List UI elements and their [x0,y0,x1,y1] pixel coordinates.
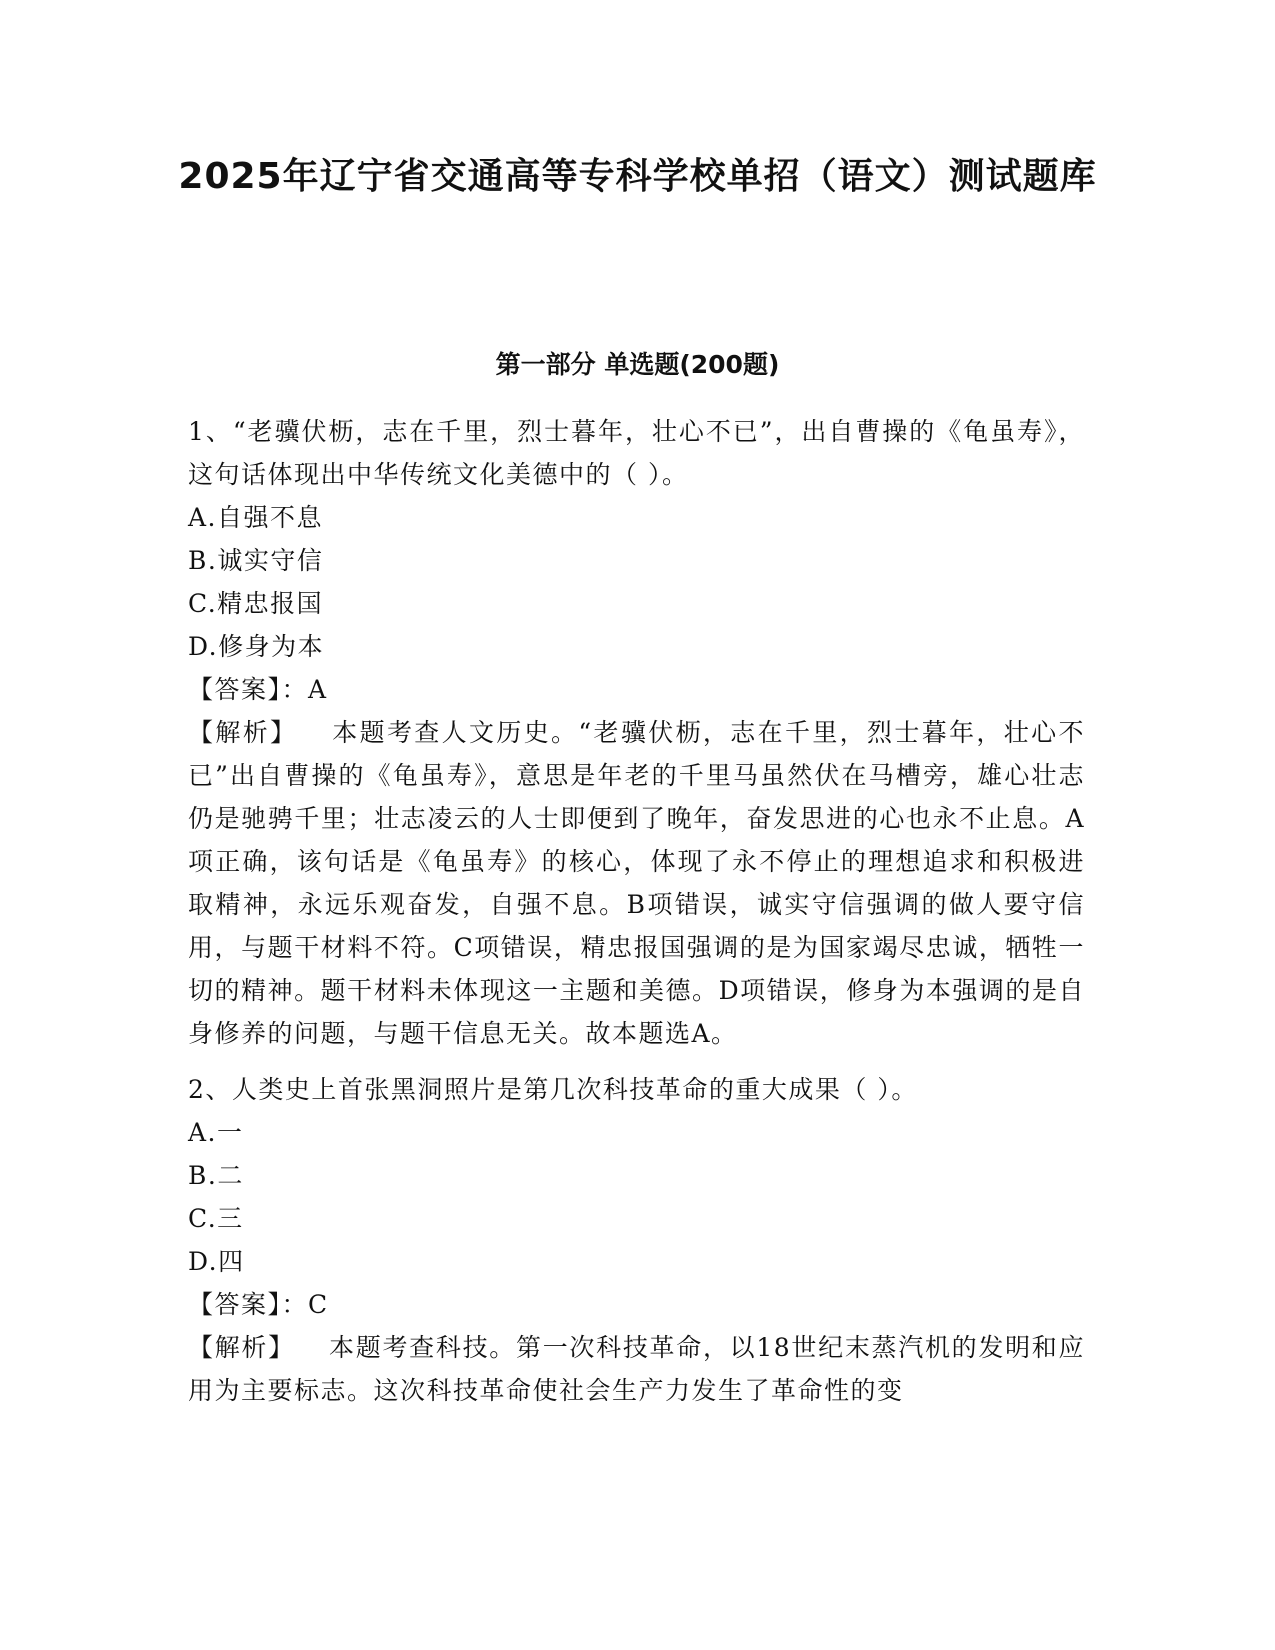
option-c: C.三 [188,1204,244,1233]
option-a: A.自强不息 [188,503,324,532]
question-stem: 1、“老骥伏枥，志在千里，烈士暮年，壮心不已”，出自曹操的《龟虽寿》，这句话体现出中华传统文化美德中的（ ）。 [188,417,1085,489]
question-2 [188,1068,1085,1412]
answer-label: 【答案】： [188,1290,309,1319]
question-1 [188,410,1085,1055]
analysis-text: 本题考查人文历史。“老骥伏枥，志在千里，烈士暮年，壮心不已”出自曹操的《龟虽寿》，意思是年老的千里马虽然伏在马槽旁，雄心壮志仍是驰骋千里；壮志凌云的人士即便到了晚年，奋发思进的心也永不止息。A项正确，该句话是《龟虽寿》的核心，体现了永不停止的理想追求和积极进取精神，永远乐观奋发，自强不息。B项错误，诚实守信强调的做人要守信用，与题干材料不符。C项错误，精忠报国强调的是为国家竭尽忠诚，牺牲一切的精神。题干材料未体现这一主题和美德。D项错误，修身为本强调的是自身修养的问题，与题干信息无关。故本题选A。 [188,718,1085,1048]
answer-line [188,1283,1085,1326]
analysis-label: 【解析】 [188,1333,295,1362]
option-d: D.四 [188,1247,245,1276]
answer-value: A [308,675,328,704]
analysis-paragraph [188,1326,1085,1412]
question-stem: 2、人类史上首张黑洞照片是第几次科技革命的重大成果（ ）。 [188,1075,918,1104]
answer-line [188,668,1085,711]
analysis-label: 【解析】 [188,718,298,747]
answer-value: C [308,1290,329,1319]
option-a: A.一 [188,1118,244,1147]
option-b: B.诚实守信 [188,546,324,575]
section-heading: 第一部分 单选题(200题) [495,350,780,379]
option-b: B.二 [188,1161,244,1190]
option-c: C.精忠报国 [188,589,324,618]
option-d: D.修身为本 [188,632,325,661]
question-list [188,410,1085,1425]
document-title: 2025年辽宁省交通高等专科学校单招（语文）测试题库 [178,156,1097,197]
analysis-text: 本题考查科技。第一次科技革命，以18世纪末蒸汽机的发明和应用为主要标志。这次科技革命使社会生产力发生了革命性的变 [188,1333,1085,1405]
analysis-paragraph [188,711,1085,1055]
answer-label: 【答案】： [188,675,309,704]
